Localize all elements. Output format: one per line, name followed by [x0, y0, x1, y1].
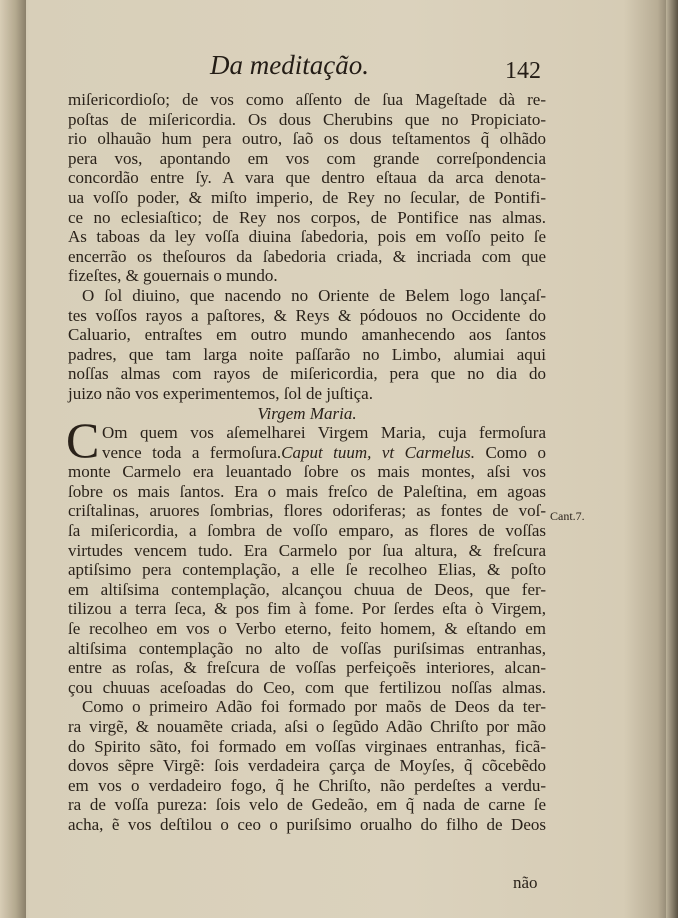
page-edge: [666, 0, 678, 918]
text-line: Como o primeiro Adão foi formado por maõs de Deos da ter-: [82, 697, 546, 717]
text-line: fizeſtes, & gouernais o mundo.: [68, 266, 278, 286]
text-line: em vos o verdadeiro fogo, q̃ he Chriſto, não perdeſtes a verdu-: [68, 775, 546, 795]
book-gutter: [0, 0, 26, 918]
paragraph-2: [68, 286, 546, 404]
text-line: concordão entre ſy. A vara que dentro eſtaua da arca denota-: [68, 168, 546, 188]
paragraph-1: [68, 90, 546, 286]
text-line: padres, que tam larga noite paſſarão no Limbo, alumiai aqui: [68, 344, 546, 364]
text-line: do Spirito sãto, foi formado em voſſas virginaes entranhas, ficã-: [68, 736, 546, 756]
text-line: tes voſſos rayos a paſtores, & Reys & pódouos no Occidente do: [68, 305, 546, 325]
text-line: dovos sẽpre Virgẽ: ſois verdadeira çarça de Moyſes, q̃ cõcebẽdo: [68, 756, 546, 776]
text-line: tilizou a terra ſeca, & pos fim à fome. Por ſerdes eſta ò Virgem,: [68, 599, 546, 619]
text-line: encerrão os theſouros da ſabedoria criada, & incriada com que: [68, 246, 546, 266]
text-line: ra virgẽ, & nouamẽte criada, aſsi o ſegũdo Adão Chriſto por mão: [68, 717, 546, 736]
text-line: ſobre os mais ſantos. Era o mais freſco de Paleſtina, em agoas: [68, 481, 546, 501]
paragraph-3: [66, 412, 546, 697]
running-header: Da meditação.: [210, 50, 369, 80]
text-line: Caluario, entraſtes em outro mundo amanhecendo aos ſantos: [68, 325, 546, 345]
drop-cap: C: [66, 412, 100, 469]
text-line: [68, 443, 546, 463]
text-line: As taboas da ley voſſa diuina ſabedoria, pois em voſſo peito ſe: [68, 227, 546, 247]
margin-note: Cant.7.: [550, 509, 585, 523]
text-line: noſſas almas com rayos de miſericordia, pera que no dia do: [68, 364, 546, 384]
text-line: pera vos, apontando em vos com grande correſpondencia: [68, 148, 546, 168]
text-span: vence toda a fermoſura.: [102, 442, 282, 462]
text-line: acha, ẽ vos deſtilou o ceo o puriſsimo orualho do filho de Deos: [68, 814, 546, 834]
text-line: criſtalinas, aruores ſombrias, flores odoriferas; as fontes de voſ-: [68, 501, 546, 521]
text-line: aptiſsimo pera contemplação, a elle ſe recolheo Elias, & poſto: [68, 560, 546, 580]
page-number: 142: [505, 58, 541, 84]
paragraph-4: [68, 697, 546, 834]
text-line: miſericordioſo; de vos como aſſento de ſua Mageſtade dà re-: [68, 90, 546, 109]
text-line: entre as roſas, & freſcura de voſſas perfeiçoẽs interiores, alcan-: [68, 658, 546, 678]
latin-quote: Caput tuum, vt Carmelus.: [281, 442, 475, 462]
text-line: O ſol diuino, que nacendo no Oriente de Belem logo lançaſ-: [82, 285, 546, 305]
text-line: rio olhauão hum pera outro, ſaõ os dous teſtamentos q̃ olhãdo: [68, 129, 546, 149]
text-line: ra de voſſa pureza: ſois velo de Gedeão, em q̃ nada de carne ſe: [68, 795, 546, 815]
text-line: em altiſsima contemplação, alcançou chuua de Deos, que fer-: [68, 579, 546, 599]
text-line: çou chuuas aceſoadas do Ceo, com que fertilizou noſſas almas.: [68, 677, 546, 697]
text-line: ua voſſo poder, & miſto imperio, de Rey no ſecular, de Pontifi-: [68, 187, 546, 207]
text-line: Om quem vos aſemelharei Virgem Maria, cuja fermoſura: [102, 423, 546, 443]
catchword: não: [513, 873, 538, 892]
text-line: ſa miſericordia, a ſombra de voſſo emparo, as flores de voſſas: [68, 521, 546, 541]
text-line: altiſsima contemplação no alto de voſſas puriſsimas entranhas,: [68, 638, 546, 658]
text-line: monte Carmelo era leuantado ſobre os mais montes, aſsi vos: [68, 462, 546, 482]
text-line: juizo não vos experimentemos, ſol de juſtiça.: [68, 383, 373, 403]
text-line: ſe recolheo em vos o Verbo eterno, feito homem, & eſtando em: [68, 619, 546, 639]
text-span: Como o: [485, 442, 546, 462]
text-block: [68, 90, 546, 835]
section-heading: Virgem Maria.: [257, 403, 357, 423]
text-line: virtudes vencem tudo. Era Carmelo por ſua altura, & freſcura: [68, 540, 546, 560]
text-line: ce no eclesiaſtico; de Rey nos corpos, de Pontifice nas almas.: [68, 207, 546, 227]
text-line: poſtas de miſericordia. Os dous Cherubins que no Propiciato-: [68, 109, 546, 129]
